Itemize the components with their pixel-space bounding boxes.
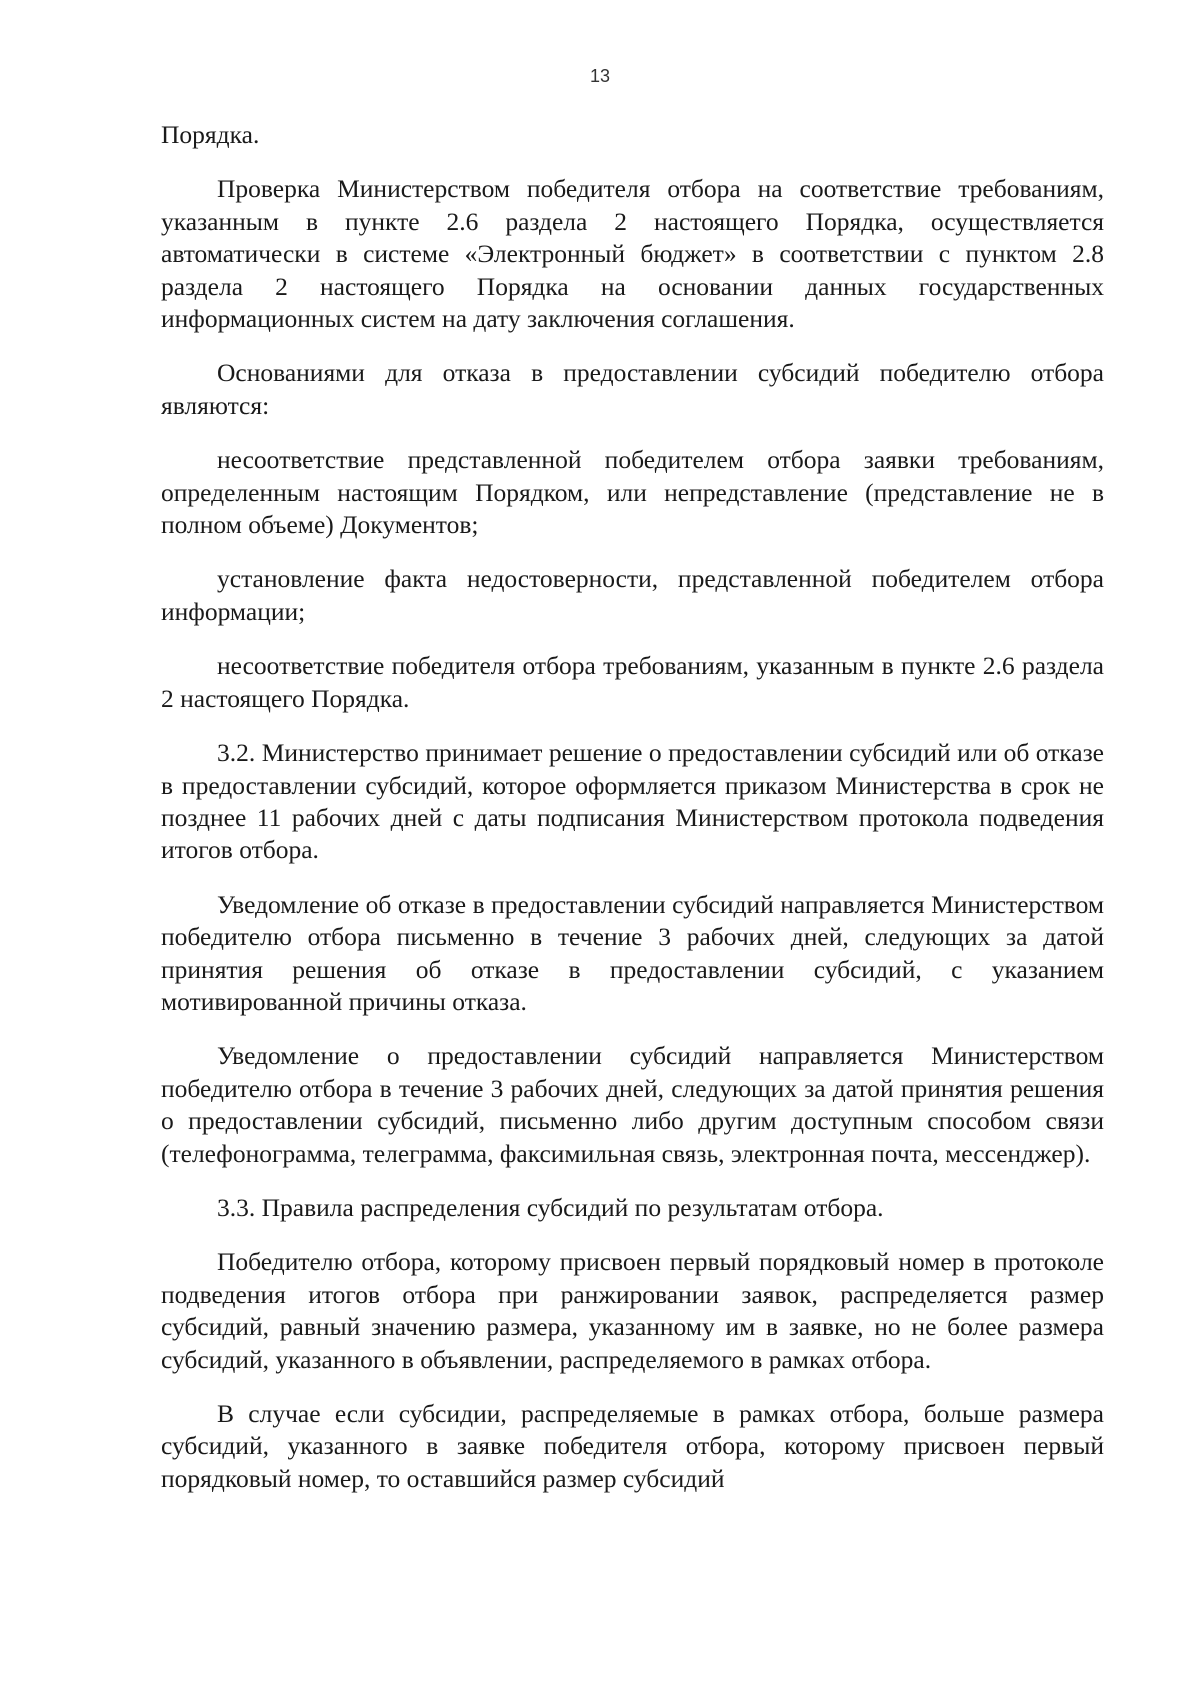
page-number: 13 — [589, 66, 611, 86]
paragraph-grant-notice: Уведомление о предоставлении субсидий направляется Министерством победителю отбора в течение 3 рабочих дней, следующих за датой принятия решения о предоставлении субсидий, письменно либо другим доступным способом связи (телефонограмма, телеграмма, факсимильная связь, электронная почта, мессенджер). — [161, 1041, 1104, 1168]
paragraph-first-winner: Победителю отбора, которому присвоен первый порядковый номер в протоколе подведения итогов отбора при ранжировании заявок, распределяется размер субсидий, равный значению размера, указанному им в заявке, но не более размера субсидий, указанного в объявлении, распределяемого в рамках отбора. — [161, 1247, 1104, 1374]
paragraph-section-3-2: 3.2. Министерство принимает решение о предоставлении субсидий или об отказе в предоставлении субсидий, которое оформляется приказом Министерства в срок не позднее 11 рабочих дней с даты подписания Министерством протокола подведения итогов отбора. — [161, 738, 1104, 865]
paragraph-refusal-notice: Уведомление об отказе в предоставлении субсидий направляется Министерством победителю отбора письменно в течение 3 рабочих дней, следующих за датой принятия решения об отказе в предоставлении субсидий, с указанием мотивированной причины отказа. — [161, 889, 1104, 1016]
paragraph-remaining-subsidy: В случае если субсидии, распределяемые в рамках отбора, больше размера субсидий, указанного в заявке победителя отбора, которому присвоен первый порядковый номер, то оставшийся размер субсидий — [161, 1399, 1104, 1493]
paragraph-ground-false-info: установление факта недостоверности, представленной победителем отбора информации; — [161, 564, 1104, 626]
document-body — [161, 119, 1104, 1495]
paragraph-section-3-3: 3.3. Правила распределения субсидий по результатам отбора. — [217, 1192, 884, 1222]
paragraph-refusal-grounds: Основаниями для отказа в предоставлении субсидий победителю отбора являются: — [161, 358, 1104, 420]
paragraph-continuation: Порядка. — [161, 120, 260, 149]
paragraph-ground-requirements: несоответствие победителя отбора требованиям, указанным в пункте 2.6 раздела 2 настоящего Порядка. — [161, 651, 1104, 713]
paragraph-ground-nonconformity: несоответствие представленной победителем отбора заявки требованиям, определенным настоящим Порядком, или непредставление (представление не в полном объеме) Документов; — [161, 445, 1104, 540]
paragraph-verification: Проверка Министерством победителя отбора на соответствие требованиям, указанным в пункте 2.6 раздела 2 настоящего Порядка, осуществляется автоматически в системе «Электронный бюджет» в соответствии с пунктом 2.8 раздела 2 настоящего Порядка на основании данных государственных информационных систем на дату заключения соглашения. — [161, 174, 1104, 334]
